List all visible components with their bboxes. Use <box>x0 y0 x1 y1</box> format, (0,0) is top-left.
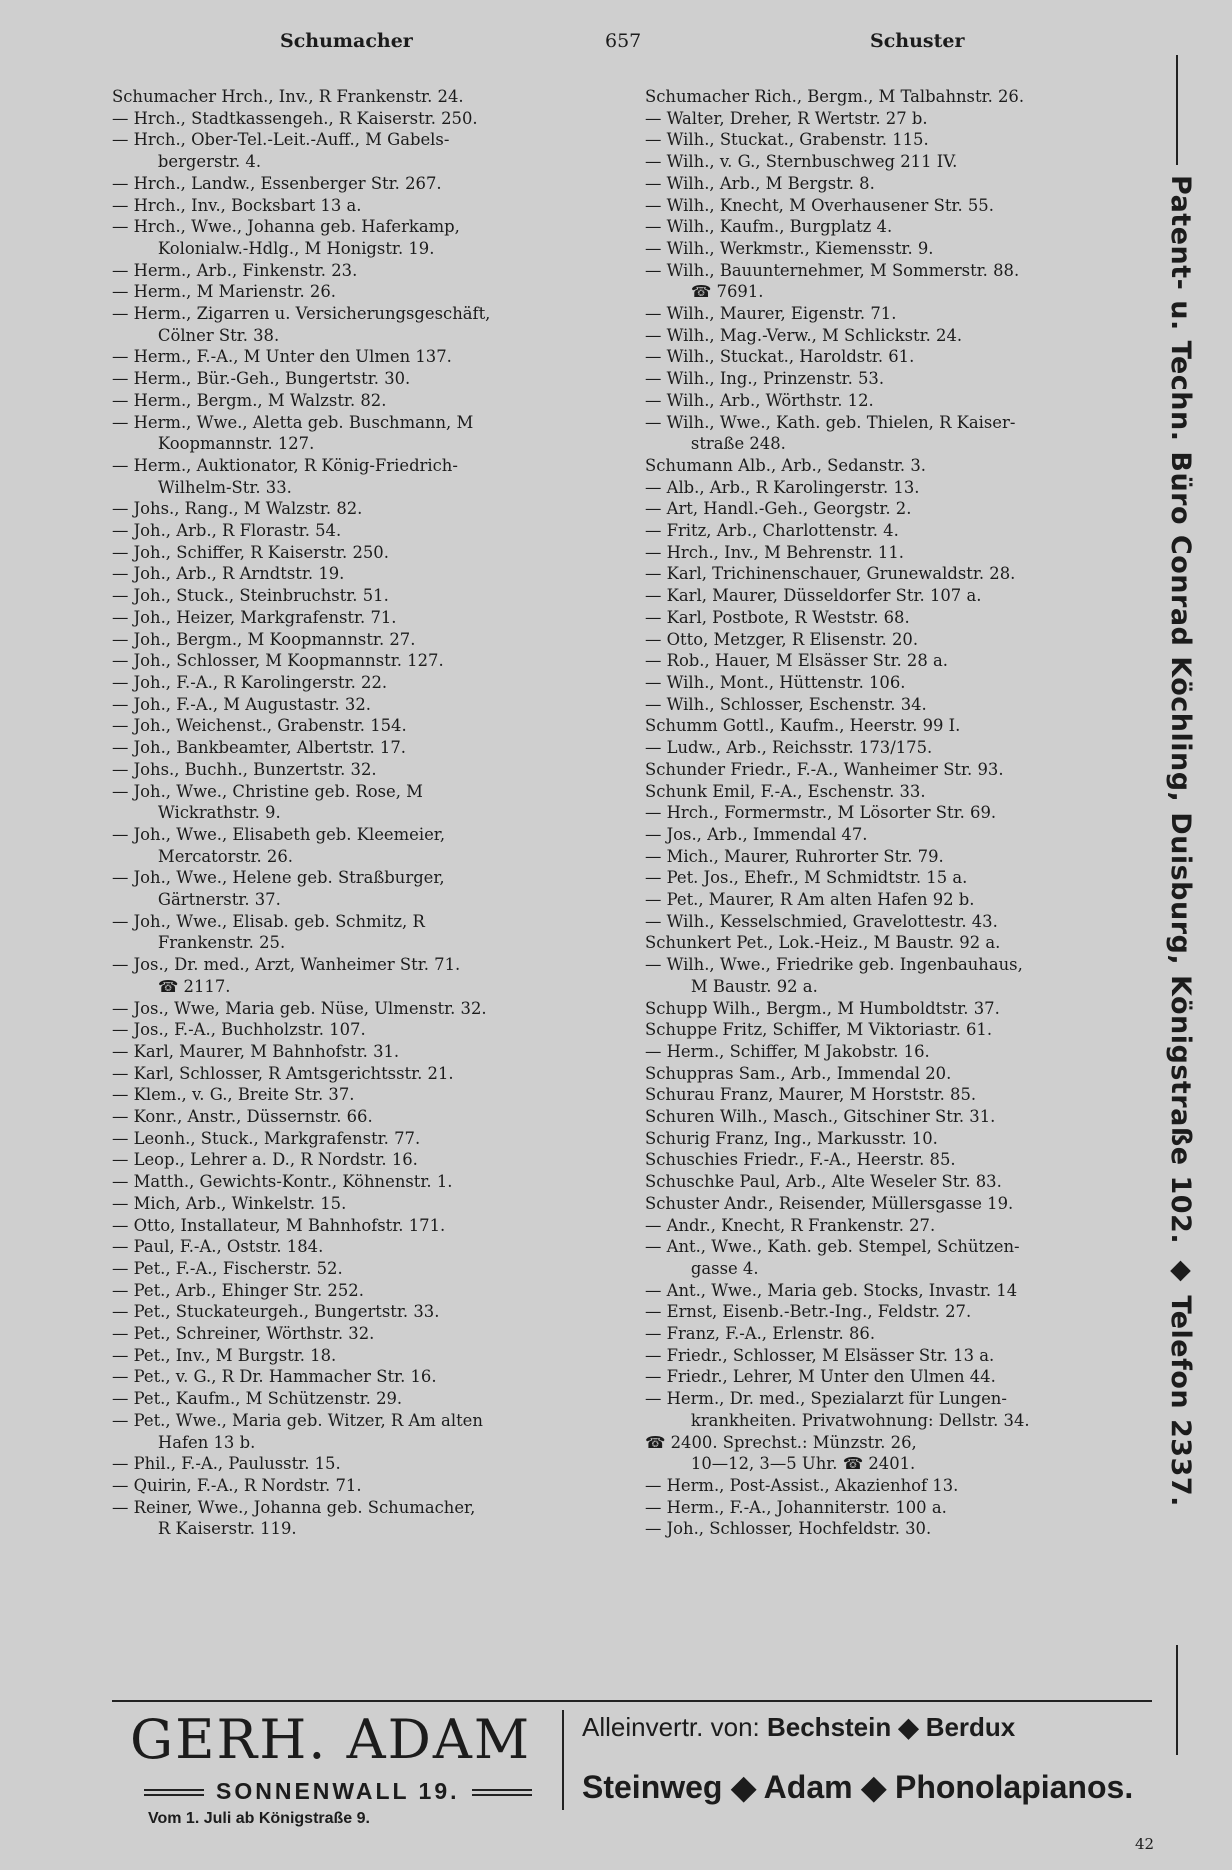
directory-entry <box>645 325 1150 347</box>
directory-entry <box>645 607 1150 629</box>
entry-text: — Johs., Buchh., Bunzertstr. 32. <box>112 759 377 779</box>
directory-entry <box>645 129 1150 151</box>
entry-text: — Wilh., Stuckat., Grabenstr. 115. <box>645 130 929 150</box>
entry-text: — Pet., Stuckateurgeh., Bungertstr. 33. <box>112 1302 440 1322</box>
directory-entry <box>112 260 652 282</box>
page-number: 657 <box>605 30 642 52</box>
entry-continuation: ☎ 7691. <box>690 282 764 302</box>
directory-entry <box>645 1063 1150 1085</box>
entry-text: — Otto, Metzger, R Elisenstr. 20. <box>645 629 919 649</box>
directory-entry <box>645 195 1150 217</box>
directory-entry <box>645 346 1150 368</box>
entry-text: Schunkert Pet., Lok.-Heiz., M Baustr. 92 a. <box>645 933 1001 953</box>
entry-text: — Wilh., v. G., Sternbuschweg 211 IV. <box>645 152 958 172</box>
entry-text: — Pet., Schreiner, Wörthstr. 32. <box>112 1324 375 1344</box>
entry-text: — Wilh., Arb., Wörthstr. 12. <box>645 390 874 410</box>
directory-entry <box>112 108 652 130</box>
entry-text: — Wilh., Knecht, M Overhausener Str. 55. <box>645 195 994 215</box>
entry-text: — Reiner, Wwe., Johanna geb. Schumacher, <box>112 1497 476 1517</box>
directory-entry <box>645 563 1150 585</box>
entry-continuation: Frankenstr. 25. <box>157 933 286 953</box>
entry-text: — Alb., Arb., R Karolingerstr. 13. <box>645 477 920 497</box>
directory-entry <box>112 629 652 651</box>
entry-text: — Joh., Arb., R Arndtstr. 19. <box>112 564 345 584</box>
directory-entry <box>645 498 1150 520</box>
entry-text: — Pet., F.-A., Fischerstr. 52. <box>112 1258 343 1278</box>
directory-entry <box>645 694 1150 716</box>
entry-continuation: Wilhelm-Str. 33. <box>157 477 292 497</box>
directory-entry <box>112 1388 652 1410</box>
entry-text: — Herm., F.-A., Johanniterstr. 100 a. <box>645 1497 947 1517</box>
entry-text: — Wilh., Kesselschmied, Gravelottestr. 43. <box>645 911 998 931</box>
entry-text: — Pet., Wwe., Maria geb. Witzer, R Am alten <box>112 1410 483 1430</box>
directory-entry <box>112 954 652 997</box>
entry-text: Schurig Franz, Ing., Markusstr. 10. <box>645 1128 938 1148</box>
directory-entry <box>112 1475 652 1497</box>
directory-entry <box>112 1453 652 1475</box>
directory-entry <box>645 173 1150 195</box>
ad-dealer-brands: Bechstein ◆ Berdux <box>766 1712 1016 1742</box>
entry-text: — Herm., Schiffer, M Jakobstr. 16. <box>645 1041 930 1061</box>
directory-entry <box>645 932 1150 954</box>
entry-continuation: krankheiten. Privatwohnung: Dellstr. 34. <box>690 1410 1030 1430</box>
entry-text: Schumacher Hrch., Inv., R Frankenstr. 24. <box>112 87 464 106</box>
entry-text: — Herm., Wwe., Aletta geb. Buschmann, M <box>112 412 474 432</box>
entry-continuation: R Kaiserstr. 119. <box>157 1519 297 1539</box>
header-left: Schumacher <box>280 30 413 52</box>
directory-entry <box>645 108 1150 130</box>
ad-street-line <box>132 1778 544 1805</box>
directory-entry <box>112 563 652 585</box>
ad-street: SONNENWALL 19. <box>216 1778 460 1804</box>
entry-text: — Paul, F.-A., Oststr. 184. <box>112 1237 324 1257</box>
entry-text: — Herm., Auktionator, R König-Friedrich- <box>112 455 458 475</box>
entry-text: — Wilh., Kaufm., Burgplatz 4. <box>645 217 893 237</box>
entry-continuation: 10—12, 3—5 Uhr. ☎ 2401. <box>690 1454 916 1474</box>
directory-entry <box>112 1171 652 1193</box>
entry-text: — Pet., Kaufm., M Schützenstr. 29. <box>112 1389 403 1409</box>
entry-text: — Fritz, Arb., Charlottenstr. 4. <box>645 521 899 541</box>
directory-entry <box>112 542 652 564</box>
entry-continuation: gasse 4. <box>690 1258 759 1278</box>
directory-entry <box>112 1410 652 1453</box>
footer-number: 42 <box>1135 1835 1155 1853</box>
directory-entry <box>112 1193 652 1215</box>
directory-entry <box>112 1063 652 1085</box>
entry-text: — Johs., Rang., M Walzstr. 82. <box>112 499 363 519</box>
entry-text: — Herm., Dr. med., Spezialarzt für Lungen- <box>645 1389 1007 1409</box>
entry-text: — Wilh., Wwe., Kath. geb. Thielen, R Kaiser- <box>645 412 1016 432</box>
directory-entry <box>112 195 652 217</box>
entry-text: — Karl, Schlosser, R Amtsgerichtsstr. 21. <box>112 1063 454 1083</box>
directory-entry <box>645 954 1150 997</box>
entry-text: — Pet., Maurer, R Am alten Hafen 92 b. <box>645 890 975 910</box>
directory-entry <box>112 1084 652 1106</box>
directory-entry <box>112 1323 652 1345</box>
entry-text: — Joh., F.-A., M Augustastr. 32. <box>112 694 371 714</box>
entry-text: — Matth., Gewichts-Kontr., Köhnenstr. 1. <box>112 1172 453 1192</box>
entry-text: — Wilh., Mont., Hüttenstr. 106. <box>645 672 906 692</box>
directory-entry <box>112 1149 652 1171</box>
entry-text: — Klem., v. G., Breite Str. 37. <box>112 1085 355 1105</box>
directory-entry <box>645 1366 1150 1388</box>
entry-text: Schupp Wilh., Bergm., M Humboldtstr. 37. <box>645 998 1000 1018</box>
entry-text: — Hrch., Ober-Tel.-Leit.-Auff., M Gabels- <box>112 130 450 150</box>
entry-text: — Jos., Wwe, Maria geb. Nüse, Ulmenstr. 32. <box>112 998 487 1018</box>
directory-entry <box>112 498 652 520</box>
directory-entry <box>112 1258 652 1280</box>
directory-entry <box>645 802 1150 824</box>
entry-text: — Joh., Wwe., Helene geb. Straßburger, <box>112 868 445 888</box>
entry-text: — Otto, Installateur, M Bahnhofstr. 171. <box>112 1215 446 1235</box>
directory-entry <box>645 1084 1150 1106</box>
entry-text: — Andr., Knecht, R Frankenstr. 27. <box>645 1215 936 1235</box>
entry-continuation: Kolonialw.-Hdlg., M Honigstr. 19. <box>157 238 435 258</box>
directory-entry <box>645 998 1150 1020</box>
directory-entry <box>645 1236 1150 1279</box>
entry-continuation: straße 248. <box>690 434 786 454</box>
directory-entry <box>645 477 1150 499</box>
entry-text: — Wilh., Bauunternehmer, M Sommerstr. 88. <box>645 260 1020 280</box>
side-advertisement <box>1150 55 1210 1755</box>
directory-entry <box>112 1345 652 1367</box>
entry-text: — Wilh., Wwe., Friedrike geb. Ingenbauhaus, <box>645 955 1023 975</box>
entry-text: — Karl, Maurer, Düsseldorfer Str. 107 a. <box>645 586 982 606</box>
entry-text: — Joh., Schlosser, M Koopmannstr. 127. <box>112 651 444 671</box>
entry-text: — Joh., Wwe., Elisab. geb. Schmitz, R <box>112 911 425 931</box>
entry-continuation: Hafen 13 b. <box>157 1432 256 1452</box>
entry-text: Schuschies Friedr., F.-A., Heerstr. 85. <box>645 1150 956 1170</box>
directory-entry <box>112 998 652 1020</box>
directory-entry <box>112 455 652 498</box>
entry-text: — Hrch., Wwe., Johanna geb. Haferkamp, <box>112 217 460 237</box>
directory-entry <box>112 867 652 910</box>
entry-text: — Karl, Postbote, R Weststr. 68. <box>645 607 910 627</box>
entry-text: — Friedr., Schlosser, M Elsässer Str. 13 a. <box>645 1345 995 1365</box>
directory-entry <box>645 867 1150 889</box>
ad-street-rule-left <box>144 1789 204 1796</box>
header-right: Schuster <box>870 30 965 52</box>
directory-entry <box>645 1128 1150 1150</box>
directory-entry <box>645 1388 1150 1431</box>
directory-entry <box>645 368 1150 390</box>
entry-text: — Pet., v. G., R Dr. Hammacher Str. 16. <box>112 1367 437 1387</box>
ad-company-name: GERH. ADAM <box>130 1708 532 1771</box>
entry-continuation: M Baustr. 92 a. <box>690 976 818 996</box>
directory-entry <box>645 216 1150 238</box>
directory-entry <box>112 1019 652 1041</box>
entry-text: — Joh., Bankbeamter, Albertstr. 17. <box>112 738 406 758</box>
entry-continuation: Mercatorstr. 26. <box>157 846 293 866</box>
directory-entry <box>112 911 652 954</box>
directory-entry <box>112 737 652 759</box>
entry-text: — Hrch., Landw., Essenberger Str. 267. <box>112 173 442 193</box>
directory-entry <box>112 1106 652 1128</box>
directory-entry <box>112 216 652 259</box>
entry-text: — Walter, Dreher, R Wertstr. 27 b. <box>645 108 928 128</box>
directory-entry <box>112 368 652 390</box>
directory-entry <box>645 585 1150 607</box>
directory-entry <box>112 1280 652 1302</box>
entry-text: ☎ 2400. Sprechst.: Münzstr. 26, <box>645 1432 917 1452</box>
directory-entry <box>112 129 652 172</box>
directory-entry <box>112 1041 652 1063</box>
entry-text: — Wilh., Stuckat., Haroldstr. 61. <box>645 347 915 367</box>
directory-entry <box>645 911 1150 933</box>
directory-entry <box>645 672 1150 694</box>
directory-entry <box>645 412 1150 455</box>
directory-entry <box>112 1215 652 1237</box>
directory-entry <box>645 759 1150 781</box>
entry-text: — Karl, Maurer, M Bahnhofstr. 31. <box>112 1041 400 1061</box>
directory-entry <box>645 238 1150 260</box>
entry-text: — Wilh., Mag.-Verw., M Schlickstr. 24. <box>645 325 963 345</box>
directory-entry <box>645 1193 1150 1215</box>
directory-entry <box>112 1301 652 1323</box>
entry-text: — Ant., Wwe., Maria geb. Stocks, Invastr. 14 <box>645 1280 1018 1300</box>
directory-entry <box>645 650 1150 672</box>
entry-text: Schuppe Fritz, Schiffer, M Viktoriastr. 61. <box>645 1020 993 1040</box>
directory-entry <box>645 715 1150 737</box>
entry-text: — Ludw., Arb., Reichsstr. 173/175. <box>645 738 933 758</box>
directory-entry <box>645 1301 1150 1323</box>
ad-dealer-line <box>582 1712 1015 1743</box>
entry-text: — Pet., Inv., M Burgstr. 18. <box>112 1345 337 1365</box>
entry-text: Schurau Franz, Maurer, M Horststr. 85. <box>645 1085 977 1105</box>
directory-entry <box>112 824 652 867</box>
entry-text: — Joh., Schlosser, Hochfeldstr. 30. <box>645 1519 932 1539</box>
entry-text: — Mich., Maurer, Ruhrorter Str. 79. <box>645 846 944 866</box>
directory-entry <box>645 889 1150 911</box>
directory-entry <box>645 260 1150 303</box>
entry-text: — Herm., F.-A., M Unter den Ulmen 137. <box>112 347 452 367</box>
entry-text: — Hrch., Formermstr., M Lösorter Str. 69. <box>645 803 997 823</box>
directory-entry <box>112 281 652 303</box>
entry-text: — Joh., Bergm., M Koopmannstr. 27. <box>112 629 416 649</box>
directory-entry <box>645 542 1150 564</box>
entry-continuation: Wickrathstr. 9. <box>157 803 281 823</box>
entry-text: — Joh., Arb., R Florastr. 54. <box>112 521 342 541</box>
directory-entry <box>645 1041 1150 1063</box>
entry-text: — Joh., Stuck., Steinbruchstr. 51. <box>112 586 389 606</box>
entry-text: — Joh., Weichenst., Grabenstr. 154. <box>112 716 407 736</box>
entry-text: — Herm., Zigarren u. Versicherungsgeschäft, <box>112 304 491 324</box>
entry-text: — Herm., Bür.-Geh., Bungertstr. 30. <box>112 369 411 389</box>
entry-text: Schuppras Sam., Arb., Immendal 20. <box>645 1063 952 1083</box>
directory-entry <box>112 585 652 607</box>
directory-entry <box>112 173 652 195</box>
entry-text: Schumacher Rich., Bergm., M Talbahnstr. 26. <box>645 87 1025 106</box>
directory-entry <box>645 1149 1150 1171</box>
directory-entry <box>645 1497 1150 1519</box>
directory-entry <box>645 1280 1150 1302</box>
entry-text: — Joh., F.-A., R Karolingerstr. 22. <box>112 672 388 692</box>
directory-entry <box>112 1366 652 1388</box>
entry-text: Schuschke Paul, Arb., Alte Weseler Str. 83. <box>645 1172 1002 1192</box>
side-ad-text: Patent- u. Techn. Büro Conrad Köchling, Duisburg, Königstraße 102. ◆ Telefon 2337. <box>1165 175 1196 1507</box>
directory-entry <box>112 650 652 672</box>
right-column <box>645 86 1150 1540</box>
entry-text: — Jos., Arb., Immendal 47. <box>645 824 868 844</box>
entry-text: — Joh., Schiffer, R Kaiserstr. 250. <box>112 542 389 562</box>
directory-entry <box>645 520 1150 542</box>
entry-text: — Wilh., Ing., Prinzenstr. 53. <box>645 369 885 389</box>
ad-divider <box>112 1700 1152 1702</box>
directory-entry <box>645 846 1150 868</box>
entry-continuation: bergerstr. 4. <box>157 152 262 172</box>
directory-entry <box>645 1106 1150 1128</box>
bottom-advertisement <box>112 1700 1152 1825</box>
directory-entry <box>112 607 652 629</box>
entry-text: — Jos., Dr. med., Arzt, Wanheimer Str. 71. <box>112 955 461 975</box>
directory-entry <box>112 390 652 412</box>
entry-text: — Wilh., Werkmstr., Kiemensstr. 9. <box>645 238 934 258</box>
entry-text: — Herm., Post-Assist., Akazienhof 13. <box>645 1476 959 1495</box>
entry-continuation: Koopmannstr. 127. <box>157 434 315 454</box>
ad-separator <box>562 1710 564 1810</box>
directory-entry <box>112 715 652 737</box>
entry-continuation: Gärtnerstr. 37. <box>157 890 281 910</box>
left-column <box>112 86 652 1540</box>
entry-text: Schuster Andr., Reisender, Müllersgasse 19. <box>645 1193 1014 1213</box>
entry-continuation: Cölner Str. 38. <box>157 325 280 345</box>
entry-text: — Quirin, F.-A., R Nordstr. 71. <box>112 1476 362 1495</box>
entry-continuation: ☎ 2117. <box>157 976 231 996</box>
entry-text: — Hrch., Inv., M Behrenstr. 11. <box>645 542 904 562</box>
entry-text: — Joh., Wwe., Christine geb. Rose, M <box>112 781 423 801</box>
entry-text: Schuren Wilh., Masch., Gitschiner Str. 31. <box>645 1107 996 1127</box>
entry-text: — Ant., Wwe., Kath. geb. Stempel, Schützen- <box>645 1237 1020 1257</box>
entry-text: Schunder Friedr., F.-A., Wanheimer Str. 93. <box>645 759 1004 779</box>
entry-text: Schumm Gottl., Kaufm., Heerstr. 99 I. <box>645 716 961 736</box>
entry-text: — Leonh., Stuck., Markgrafenstr. 77. <box>112 1128 421 1148</box>
directory-entry <box>645 455 1150 477</box>
entry-text: — Phil., F.-A., Paulusstr. 15. <box>112 1454 341 1474</box>
directory-entry <box>112 672 652 694</box>
directory-entry <box>112 1236 652 1258</box>
entry-text: — Joh., Heizer, Markgrafenstr. 71. <box>112 607 397 627</box>
directory-entry <box>112 520 652 542</box>
entry-text: — Leop., Lehrer a. D., R Nordstr. 16. <box>112 1150 418 1170</box>
directory-entry <box>112 759 652 781</box>
directory-entry <box>645 1323 1150 1345</box>
entry-text: — Franz, F.-A., Erlenstr. 86. <box>645 1324 876 1344</box>
directory-entry <box>645 1432 1150 1475</box>
entry-text: — Herm., Bergm., M Walzstr. 82. <box>112 390 387 410</box>
ad-dealer-label: Alleinvertr. von: <box>582 1712 760 1742</box>
entry-text: — Mich, Arb., Winkelstr. 15. <box>112 1193 347 1213</box>
entry-text: — Joh., Wwe., Elisabeth geb. Kleemeier, <box>112 824 446 844</box>
directory-entry <box>645 303 1150 325</box>
side-rule-bottom <box>1176 1645 1178 1755</box>
directory-entry <box>645 390 1150 412</box>
entry-text: — Jos., F.-A., Buchholzstr. 107. <box>112 1020 366 1040</box>
entry-text: — Wilh., Maurer, Eigenstr. 71. <box>645 304 897 324</box>
entry-text: — Karl, Trichinenschauer, Grunewaldstr. 28. <box>645 564 1016 584</box>
entry-text: — Wilh., Schlosser, Eschenstr. 34. <box>645 694 927 714</box>
directory-entry <box>645 1019 1150 1041</box>
entry-text: — Art, Handl.-Geh., Georgstr. 2. <box>645 499 912 519</box>
entry-text: — Rob., Hauer, M Elsässer Str. 28 a. <box>645 651 948 671</box>
ad-moving-note: Vom 1. Juli ab Königstraße 9. <box>148 1810 370 1827</box>
directory-entry <box>112 781 652 824</box>
directory-entry <box>112 1128 652 1150</box>
directory-entry <box>112 86 652 108</box>
entry-text: — Ernst, Eisenb.-Betr.-Ing., Feldstr. 27. <box>645 1302 972 1322</box>
entry-text: — Pet., Arb., Ehinger Str. 252. <box>112 1280 364 1300</box>
directory-entry <box>645 781 1150 803</box>
directory-entry <box>645 1215 1150 1237</box>
directory-entry <box>112 412 652 455</box>
entry-text: — Hrch., Inv., Bocksbart 13 a. <box>112 195 362 215</box>
entry-text: — Herm., M Marienstr. 26. <box>112 282 337 302</box>
directory-entry <box>112 303 652 346</box>
entry-text: Schunk Emil, F.-A., Eschenstr. 33. <box>645 781 926 801</box>
side-rule-top <box>1176 55 1178 165</box>
entry-text: — Konr., Anstr., Düssernstr. 66. <box>112 1107 373 1127</box>
directory-entry <box>645 1345 1150 1367</box>
directory-entry <box>112 346 652 368</box>
directory-entry <box>645 737 1150 759</box>
directory-entry <box>112 694 652 716</box>
entry-text: — Wilh., Arb., M Bergstr. 8. <box>645 173 875 193</box>
entry-text: — Pet. Jos., Ehefr., M Schmidtstr. 15 a. <box>645 868 968 888</box>
entry-text: — Hrch., Stadtkassengeh., R Kaiserstr. 250. <box>112 108 478 128</box>
ad-street-rule-right <box>472 1789 532 1796</box>
entry-text: Schumann Alb., Arb., Sedanstr. 3. <box>645 455 926 475</box>
directory-entry <box>112 1497 652 1540</box>
ad-products: Steinweg ◆ Adam ◆ Phonolapianos. <box>582 1769 1134 1805</box>
directory-entry <box>645 86 1150 108</box>
directory-entry <box>645 1518 1150 1540</box>
directory-entry <box>645 629 1150 651</box>
directory-entry <box>645 1171 1150 1193</box>
directory-entry <box>645 824 1150 846</box>
directory-entry <box>645 1475 1150 1497</box>
directory-entry <box>645 151 1150 173</box>
entry-text: — Friedr., Lehrer, M Unter den Ulmen 44. <box>645 1367 996 1387</box>
entry-text: — Herm., Arb., Finkenstr. 23. <box>112 260 358 280</box>
